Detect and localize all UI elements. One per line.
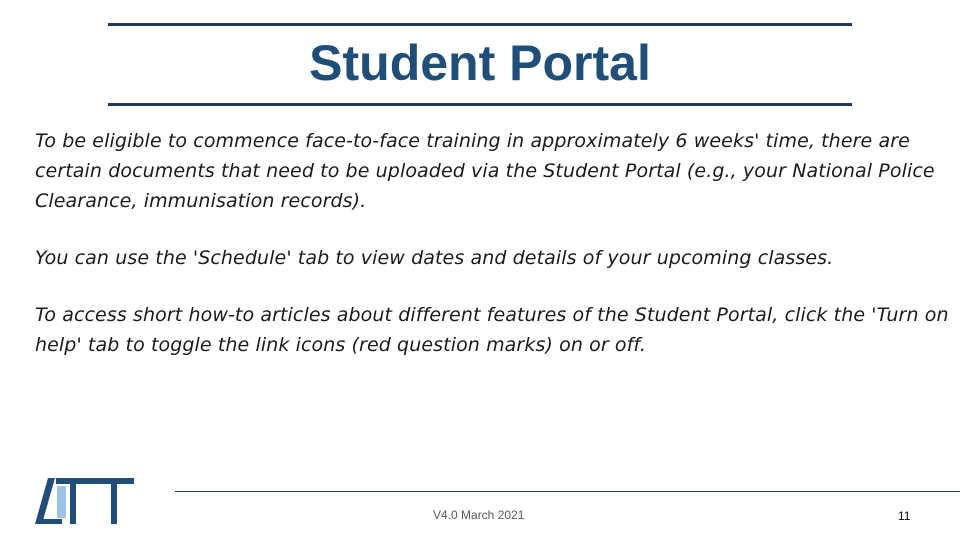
page-number: 11 [898, 509, 911, 523]
slide-body [35, 126, 955, 387]
title-bottom-rule [108, 103, 852, 106]
paragraph-help: To access short how-to articles about different features of the Student Portal, click the 'Turn on help' tab to toggle the link icons (red question marks) on or off. [35, 304, 949, 356]
version-label: V4.0 March 2021 [433, 508, 525, 522]
itt-logo-icon [34, 476, 136, 526]
title-top-rule [108, 23, 852, 26]
footer-rule [175, 491, 960, 492]
paragraph-documents: To be eligible to commence face-to-face training in approximately 6 weeks' time, there are certain documents that need to be uploaded via the Student Portal (e.g., your National Police Clearance, immunisation records). [35, 130, 935, 212]
slide-title: Student Portal [309, 35, 651, 91]
paragraph-schedule: You can use the 'Schedule' tab to view dates and details of your upcoming classes. [35, 247, 834, 269]
